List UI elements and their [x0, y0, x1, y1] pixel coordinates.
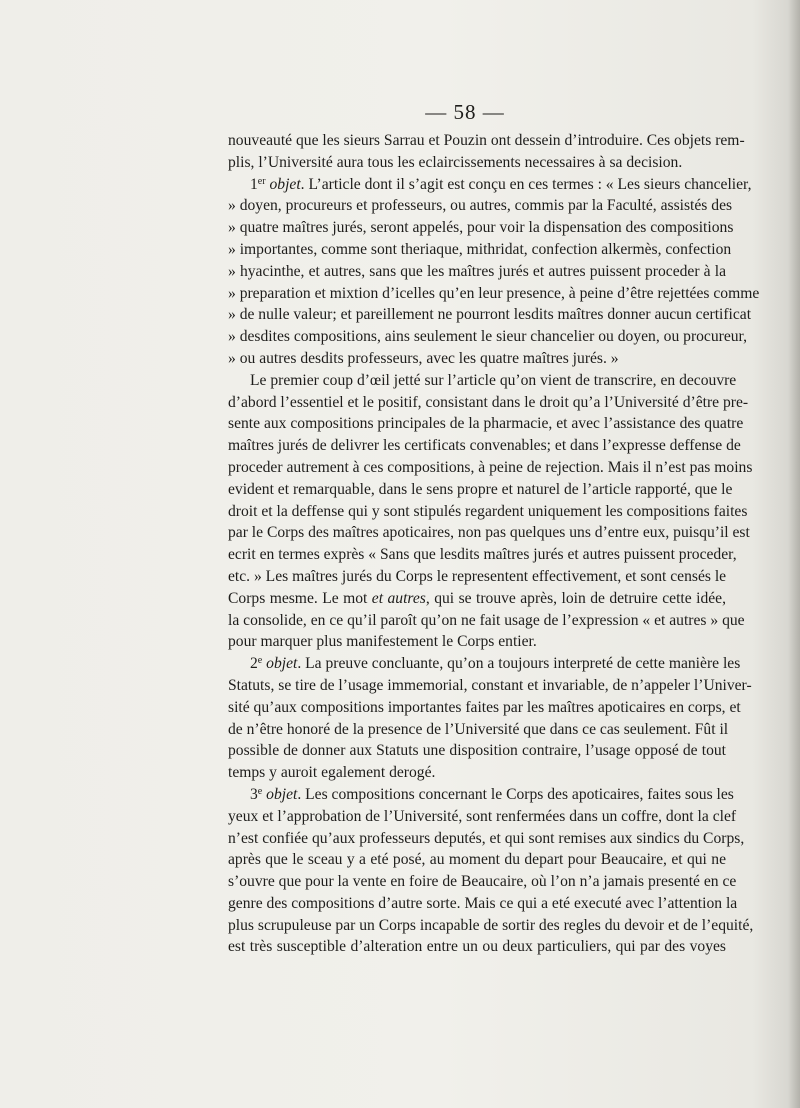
text-line: evident et remarquable, dans le sens propre et naturel de l’article rapporté, que le — [228, 480, 733, 498]
text-line: nouveauté que les sieurs Sarrau et Pouzin ont dessein d’introduire. Ces objets rem- — [228, 132, 745, 149]
text-line: proceder autrement à ces compositions, à peine de rejection. Mais il n’est pas moins — [228, 458, 753, 476]
text-line: plus scrupuleuse par un Corps incapable de sortir des regles du devoir et de l’equité, — [228, 916, 754, 934]
text-line: Le premier coup d’œil jetté sur l’article qu’on vient de transcrire, en decouvre — [250, 371, 737, 389]
text-line: maîtres jurés de delivrer les certificats convenables; et dans l’expresse deffense de — [228, 437, 741, 455]
text-line: droit et la deffense qui y sont stipulés regardent uniquement les compositions faites — [228, 502, 748, 520]
object-number: 2 — [250, 655, 258, 673]
text-line: ecrit en termes exprès « Sans que lesdits maîtres jurés et autres puissent proceder, — [228, 546, 737, 564]
text-line: de n’être honoré de la presence de l’Université que dans ce cas seulement. Fût il — [228, 720, 729, 738]
text-line: après que le sceau y a eté posé, au moment du depart pour Beaucaire, et qui ne — [228, 851, 726, 869]
object-ordinal-suffix: e — [257, 655, 263, 667]
text-line — [228, 653, 741, 675]
text-line: yeux et l’approbation de l’Université, sont renfermées dans un coffre, dont la clef — [228, 807, 737, 825]
object-ordinal-suffix: er — [257, 175, 266, 187]
text-line: » hyacinthe, et autres, sans que les maîtres jurés et autres puissent proceder à la — [228, 262, 726, 280]
object-heading: objet — [266, 785, 298, 803]
text-line: etc. » Les maîtres jurés du Corps le representent effectivement, et sont censés le — [228, 567, 727, 585]
text-line: » de nulle valeur; et pareillement ne pourront lesdits maîtres donner aucun certificat — [228, 306, 752, 324]
text-line: pour marquer plus manifestement le Corps entier. — [228, 633, 537, 651]
emphasized-term: et autres — [371, 589, 426, 607]
line-text: , qui se trouve après, loin de detruire cette idée, — [425, 589, 726, 607]
object-number: 1 — [250, 175, 258, 193]
text-line: possible de donner aux Statuts une disposition contraire, l’usage opposé de tout — [228, 742, 726, 760]
text-line: sente aux compositions principales de la pharmacie, et avec l’assistance des quatre — [228, 415, 744, 433]
text-line: plis, l’Université aura tous les eclaircissements necessaires à sa decision. — [228, 153, 683, 171]
page-edge-shadow — [788, 0, 800, 1108]
page-number: — 58 — — [425, 100, 505, 124]
text-line — [228, 174, 752, 196]
text-line: temps y auroit egalement derogé. — [228, 764, 436, 782]
text-line — [228, 784, 734, 806]
object-text: . L’article dont il s’agit est conçu en ces termes : « Les sieurs chancelier, — [300, 175, 752, 193]
text-line: genre des compositions d’autre sorte. Mais ce qui a eté executé avec l’attention la — [228, 894, 738, 912]
text-line: » importantes, comme sont theriaque, mithridat, confection alkermès, confection — [228, 240, 732, 258]
text-line: s’ouvre que pour la vente en foire de Beaucaire, où l’on n’a jamais presenté en ce — [228, 873, 737, 891]
text-line: par le Corps des maîtres apoticaires, non pas quelques uns d’entre eux, puisqu’il est — [228, 524, 750, 542]
text-line: » ou autres desdits professeurs, avec les quatre maîtres jurés. » — [228, 349, 619, 367]
text-line: Statuts, se tire de l’usage immemorial, constant et invariable, de n’appeler l’Univer- — [228, 676, 752, 694]
object-ordinal-suffix: e — [257, 785, 263, 797]
text-line: d’abord l’essentiel et le positif, consistant dans le droit qu’a l’Université d’être pre- — [228, 393, 749, 411]
text-line: » desdites compositions, ains seulement le sieur chancelier ou doyen, ou procureur, — [228, 328, 748, 346]
object-number: 3 — [250, 785, 258, 803]
text-line: » quatre maîtres jurés, seront appelés, pour voir la dispensation des compositions — [228, 219, 734, 237]
text-line — [228, 588, 726, 610]
object-text: . Les compositions concernant le Corps des apoticaires, faites sous les — [297, 785, 734, 803]
body-text — [228, 130, 760, 958]
text-line: n’est confiée qu’aux professeurs deputés, et qui sont remises aux sindics du Corps, — [228, 829, 745, 847]
object-heading: objet — [266, 655, 298, 673]
text-line: » preparation et mixtion d’icelles qu’en leur presence, à peine d’être rejettées comme — [228, 284, 760, 302]
object-heading: objet — [269, 175, 301, 193]
text-line: est très susceptible d’alteration entre un ou deux particuliers, qui par des voyes — [228, 938, 726, 956]
object-text: . La preuve concluante, qu’on a toujours interpreté de cette manière les — [297, 655, 741, 673]
text-line: la consolide, en ce qu’il paroît qu’on ne fait usage de l’expression « et autres » que — [228, 611, 745, 629]
text-line: » doyen, procureurs et professeurs, ou autres, commis par la Faculté, assistés des — [228, 197, 733, 215]
text-line: sité qu’aux compositions importantes faites par les maîtres apoticaires en corps, et — [228, 698, 741, 716]
line-text: Corps mesme. Le mot — [228, 589, 372, 607]
